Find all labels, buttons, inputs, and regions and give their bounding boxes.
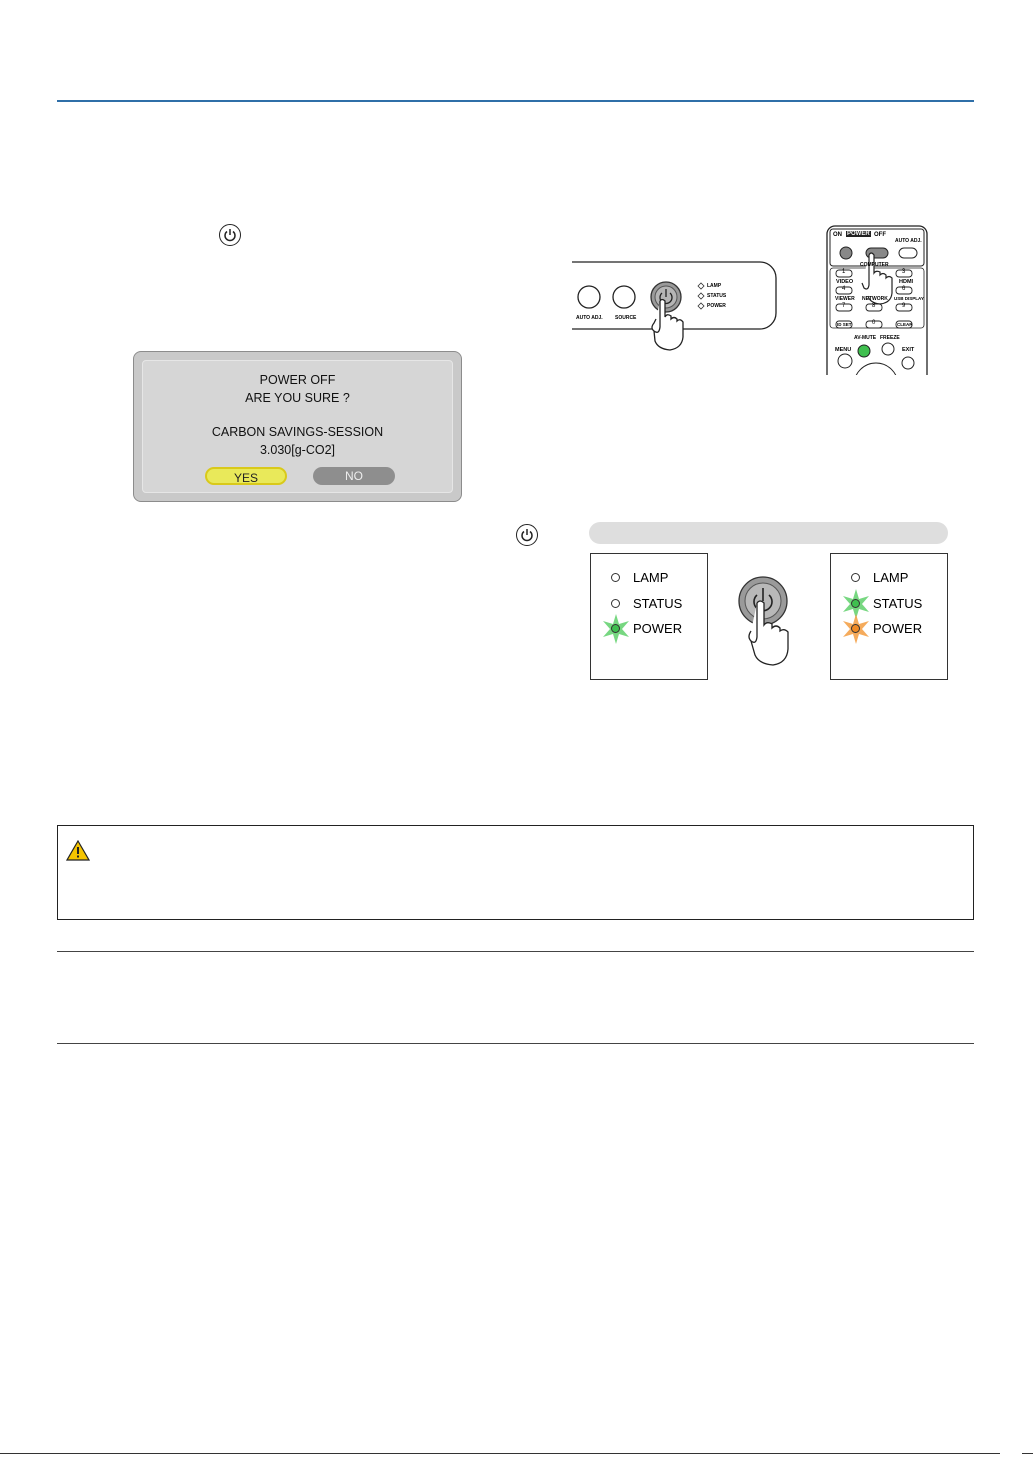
warning-icon bbox=[66, 840, 90, 861]
remote-key-7: 7 bbox=[842, 303, 846, 309]
power-led-icon bbox=[611, 624, 620, 633]
remote-key-3: 3 bbox=[902, 269, 906, 275]
remote-computer-label: COMPUTER bbox=[860, 262, 889, 268]
remote-clear-label: CLEAR bbox=[897, 322, 913, 327]
yes-button[interactable]: YES bbox=[205, 467, 287, 485]
remote-hdmi-label: HDMI bbox=[899, 279, 914, 285]
remote-key-8: 8 bbox=[872, 303, 876, 309]
status-label: STATUS bbox=[633, 596, 683, 611]
footer-rule bbox=[0, 1453, 1000, 1454]
lamp-label: LAMP bbox=[633, 570, 669, 585]
remote-control-illustration bbox=[826, 225, 928, 375]
remote-key-4: 4 bbox=[842, 286, 846, 292]
dialog-question: ARE YOU SURE ? bbox=[245, 391, 350, 405]
dialog-carbon-value: 3.030[g-CO2] bbox=[259, 443, 336, 457]
remote-key-0: 0 bbox=[872, 320, 876, 326]
remote-key-9: 9 bbox=[902, 303, 906, 309]
source-label: SOURCE bbox=[615, 315, 637, 321]
power-label: POWER bbox=[633, 621, 683, 636]
remote-power-label: POWER bbox=[847, 231, 870, 237]
remote-key-1: 1 bbox=[842, 269, 846, 275]
caution-box bbox=[57, 825, 974, 920]
remote-freeze-label: FREEZE bbox=[880, 335, 900, 341]
remote-off-label: OFF bbox=[874, 232, 886, 238]
cabinet-power-label: POWER bbox=[707, 303, 726, 309]
footer-rule-end bbox=[1022, 1453, 1033, 1454]
lamp-led-icon bbox=[611, 573, 620, 582]
status-led-icon bbox=[611, 599, 620, 608]
status-label: STATUS bbox=[873, 596, 923, 611]
power-button-illustration bbox=[735, 573, 805, 668]
remote-id-set-label: ID SET bbox=[837, 322, 852, 327]
power-icon bbox=[219, 224, 241, 246]
power-off-dialog bbox=[133, 351, 462, 502]
indicator-after-panel bbox=[830, 553, 948, 680]
auto-adj-label: AUTO ADJ. bbox=[576, 315, 603, 321]
status-led-icon bbox=[851, 599, 860, 608]
note-rule-bottom bbox=[57, 1043, 974, 1044]
lamp-led-icon bbox=[851, 573, 860, 582]
remote-usb-display-label: USB DISPLAY bbox=[894, 296, 924, 301]
remote-video-label: VIDEO bbox=[836, 279, 854, 285]
power-label: POWER bbox=[873, 621, 923, 636]
indicator-header-bar bbox=[589, 522, 948, 544]
remote-exit-label: EXIT bbox=[902, 347, 915, 353]
remote-on-label: ON bbox=[833, 232, 842, 238]
lamp-label: LAMP bbox=[873, 570, 909, 585]
no-button[interactable]: NO bbox=[313, 467, 395, 485]
remote-menu-label: MENU bbox=[835, 347, 852, 353]
dialog-carbon-label: CARBON SAVINGS-SESSION bbox=[211, 425, 384, 439]
indicator-before-panel bbox=[590, 553, 708, 680]
dialog-title: POWER OFF bbox=[259, 373, 336, 387]
remote-network-label: NETWORK bbox=[862, 296, 888, 302]
cabinet-lamp-label: LAMP bbox=[707, 283, 722, 289]
cabinet-status-label: STATUS bbox=[707, 293, 727, 299]
note-rule-top bbox=[57, 951, 974, 952]
power-led-icon bbox=[851, 624, 860, 633]
cabinet-panel-illustration bbox=[570, 255, 785, 355]
remote-viewer-label: VIEWER bbox=[835, 296, 855, 302]
remote-auto-adj-label: AUTO ADJ. bbox=[895, 238, 922, 244]
power-icon bbox=[516, 524, 538, 546]
dialog-body bbox=[142, 360, 453, 493]
remote-key-6: 6 bbox=[902, 286, 906, 292]
header-rule bbox=[57, 100, 974, 102]
remote-av-mute-label: AV-MUTE bbox=[854, 335, 877, 341]
